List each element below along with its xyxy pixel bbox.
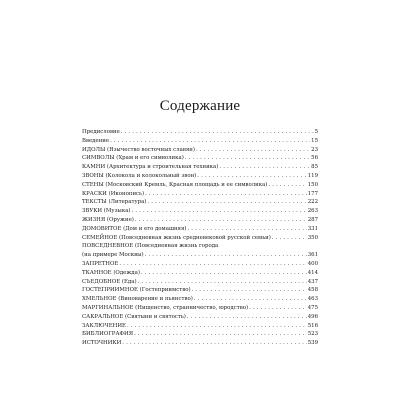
toc-entry-page: 400 [307,260,318,267]
toc-entry [82,207,318,216]
toc-entry-label: ЗАКЛЮЧЕНИЕ [82,322,126,329]
toc-entry-page: 56 [311,155,318,162]
toc-entry-page: 331 [307,225,318,232]
table-of-contents [82,128,318,348]
toc-entry [82,322,318,331]
toc-entry-page: 523 [307,331,318,338]
dot-leader [187,225,306,234]
toc-entry [82,172,318,181]
toc-entry [82,330,318,339]
toc-entry [82,181,318,190]
toc-entry [82,190,318,199]
toc-entry-label: ПОВСЕДНЕВНОЕ (Повседневная жизнь города [82,243,219,250]
toc-entry-label: ТКАННОЕ (Одежда) [82,269,140,276]
toc-entry [82,313,318,322]
toc-entry-label-continued: (на примере Москвы) [82,252,144,259]
dot-leader [141,269,307,278]
toc-entry-label: СИМВОЛЫ (Храм и его символика) [82,155,184,162]
dot-leader [122,339,306,348]
dot-leader [121,128,314,137]
dot-leader [135,216,307,225]
dot-leader [219,163,310,172]
toc-entry-page: 414 [307,269,318,276]
toc-entry-label: Введение [82,137,110,144]
toc-entry-label: ТЕКСТЫ (Литература) [82,199,147,206]
dot-leader [138,278,307,287]
toc-entry-page: 15 [311,137,318,144]
toc-entry [82,269,318,278]
dot-leader [145,190,307,199]
toc-entry [82,304,318,313]
toc-entry-label: Предисловие [82,129,120,135]
toc-entry-label: КАМНИ (Архитектура и строительная техника) [82,164,219,171]
toc-entry-page: 516 [307,322,318,329]
toc-entry-page: 437 [307,278,318,285]
toc-entry-label: СТЕНЫ (Московский Кремль, Красная площадь и ее символика) [82,181,268,188]
toc-entry [82,225,318,234]
dot-leader [197,172,306,181]
toc-entry-page: 263 [307,208,318,215]
toc-entry [82,286,318,295]
toc-entry [82,128,318,137]
toc-entry-page: 496 [307,313,318,320]
dot-leader [134,330,307,339]
toc-entry-label: МАРГИНАЛЬНОЕ (Нищенство, странничество, юродство) [82,304,249,311]
toc-entry [82,216,318,225]
dot-leader [272,234,307,243]
toc-entry [82,339,318,348]
toc-entry-label: САКРАЛЬНОЕ (Святыни и святость) [82,313,186,320]
toc-entry-page: 350 [307,234,318,241]
toc-entry-page: 463 [307,296,318,303]
dot-leader [187,313,307,322]
toc-entry-page: 5 [314,129,318,135]
dot-leader [194,295,307,304]
toc-entry [82,278,318,287]
toc-entry-label: КРАСКИ (Иконопись) [82,190,145,197]
toc-entry-label: ЗВУКИ (Музыка) [82,208,131,215]
toc-entry [82,154,318,163]
dot-leader [249,304,307,313]
toc-entry-page: 458 [307,287,318,294]
toc-entry-page: 539 [307,340,318,347]
toc-entry-label: ЗАПРЕТНОЕ [82,260,119,267]
dot-leader [145,251,307,260]
dot-leader [147,198,306,207]
toc-entry [82,146,318,155]
toc-entry-page: 23 [311,146,318,153]
toc-entry-page: 150 [307,181,318,188]
toc-entry-label: БИБЛИОГРАФИЯ [82,331,134,338]
toc-entry [82,234,318,243]
toc-entry-label: ЖИЗНЯ (Оружие) [82,216,134,223]
toc-entry [82,198,318,207]
toc-entry [82,242,318,260]
toc-entry [82,260,318,269]
dot-leader [132,207,307,216]
toc-entry-page: 287 [307,216,318,223]
toc-entry-label: ЗВОНЫ (Колокола и колокольный звон) [82,172,197,179]
toc-entry-label: ИДОЛЫ (Язычество восточных славян) [82,146,195,153]
toc-entry-page: 361 [307,252,318,259]
dot-leader [127,322,307,331]
toc-entry-label: ХМЕЛЬНОЕ (Виноварение и пьянство) [82,296,193,303]
dot-leader [110,137,310,146]
toc-entry [82,295,318,304]
toc-entry-page: 475 [307,304,318,311]
toc-entry-page: 222 [307,199,318,206]
dot-leader [196,146,310,155]
toc-entry-label: ГОСТЕПРИИМНОЕ (Гостеприимство) [82,287,191,294]
toc-entry-page: 85 [311,164,318,171]
dot-leader [185,154,310,163]
toc-entry-label: ДОМОВИТОЕ (Дом и его домашняя) [82,225,187,232]
toc-entry-page: 119 [307,172,318,179]
dot-leader [119,260,306,269]
toc-entry [82,163,318,172]
dot-leader [192,286,307,295]
toc-entry-label: СЪЕДОБНОЕ (Еда) [82,278,137,285]
page-title: Содержание [159,98,241,114]
toc-entry-label: СЕМЕЙНОЕ (Повседневная жизнь средневековой русской семьи) [82,234,271,241]
toc-entry-label: ИСТОЧНИКИ [82,340,122,347]
toc-entry-page: 177 [307,190,318,197]
toc-entry [82,137,318,146]
dot-leader [268,181,306,190]
